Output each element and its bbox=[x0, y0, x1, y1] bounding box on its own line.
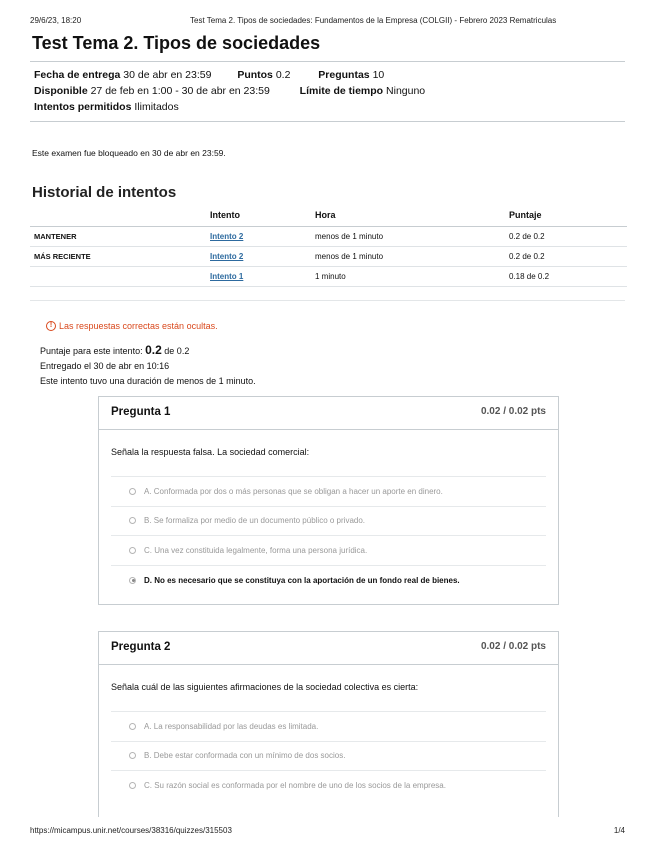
page-number: 1/4 bbox=[613, 826, 625, 835]
answer-text: C. Una vez constituida legalmente, forma una persona jurídica. bbox=[144, 545, 368, 555]
questions-value: 10 bbox=[372, 69, 385, 81]
title-divider bbox=[30, 61, 625, 62]
row-time: 1 minuto bbox=[311, 266, 505, 286]
history-header-attempt: Intento bbox=[206, 205, 311, 226]
score-suffix: de 0.2 bbox=[164, 346, 190, 356]
radio-icon bbox=[129, 488, 136, 495]
available-label: Disponible bbox=[34, 85, 88, 97]
print-doc-title: Test Tema 2. Tipos de sociedades: Fundamentos de la Empresa (COLGII) - Febrero 2023 Rematriculas bbox=[190, 16, 557, 25]
answer-text: D. No es necesario que se constituya con la aportación de un fondo real de bienes. bbox=[144, 575, 460, 585]
radio-selected-icon bbox=[129, 577, 136, 584]
answers-hidden-text: Las respuestas correctas están ocultas. bbox=[59, 321, 218, 331]
question-points: 0.02 / 0.02 pts bbox=[480, 406, 546, 417]
table-row bbox=[30, 226, 627, 246]
row-score: 0.18 de 0.2 bbox=[505, 266, 627, 286]
points-value: 0.2 bbox=[275, 69, 291, 81]
attempt-link[interactable]: Intento 2 bbox=[210, 231, 244, 241]
score-value: 0.2 bbox=[145, 343, 162, 357]
due-value: 30 de abr en 23:59 bbox=[123, 69, 212, 81]
answer-option[interactable] bbox=[111, 712, 546, 742]
history-header-label bbox=[30, 205, 206, 226]
attempts-label: Intentos permitidos bbox=[34, 101, 132, 113]
points-label: Puntos bbox=[237, 69, 273, 81]
history-title: Historial de intentos bbox=[32, 184, 177, 201]
attempt-link[interactable]: Intento 1 bbox=[210, 271, 244, 281]
attempt-duration: Este intento tuvo una duración de menos de 1 minuto. bbox=[40, 376, 256, 386]
answer-text: B. Debe estar conformada con un mínimo de dos socios. bbox=[144, 751, 346, 761]
available-value: 27 de feb en 1:00 - 30 de abr en 23:59 bbox=[90, 85, 270, 97]
answer-text: A. La responsabilidad por las deudas es limitada. bbox=[144, 721, 319, 731]
radio-icon bbox=[129, 782, 136, 789]
question-text: Señala la respuesta falsa. La sociedad comercial: bbox=[111, 447, 310, 457]
answer-option-selected[interactable] bbox=[111, 566, 546, 596]
answer-option[interactable] bbox=[111, 742, 546, 772]
attempts-value: Ilimitados bbox=[134, 101, 179, 113]
attempt-history-table bbox=[30, 205, 627, 287]
score-prefix: Puntaje para este intento: bbox=[40, 346, 143, 356]
row-label: MÁS RECIENTE bbox=[30, 246, 206, 266]
history-header-time: Hora bbox=[311, 205, 505, 226]
due-label: Fecha de entrega bbox=[34, 69, 121, 81]
question-card-2 bbox=[98, 631, 559, 817]
questions-label: Preguntas bbox=[318, 69, 370, 81]
quiz-meta-row-1 bbox=[34, 69, 384, 81]
answer-option[interactable] bbox=[111, 771, 546, 801]
attempt-score bbox=[40, 343, 189, 357]
locked-message: Este examen fue bloqueado en 30 de abr en 23:59. bbox=[32, 148, 226, 158]
history-header-score: Puntaje bbox=[505, 205, 627, 226]
question-title: Pregunta 2 bbox=[111, 641, 171, 653]
attempt-link[interactable]: Intento 2 bbox=[210, 251, 244, 261]
radio-icon bbox=[129, 547, 136, 554]
question-text: Señala cuál de las siguientes afirmaciones de la sociedad colectiva es cierta: bbox=[111, 682, 419, 692]
answer-option[interactable] bbox=[111, 477, 546, 507]
time-limit-value: Ninguno bbox=[386, 85, 426, 97]
answer-text: C. Su razón social es conformada por el nombre de uno de los socios de la empresa. bbox=[144, 781, 446, 791]
table-row bbox=[30, 246, 627, 266]
row-time: menos de 1 minuto bbox=[311, 226, 505, 246]
question-header bbox=[99, 397, 558, 430]
question-header bbox=[99, 632, 558, 665]
meta-divider bbox=[30, 121, 625, 122]
quiz-meta-row-2 bbox=[34, 85, 425, 97]
radio-icon bbox=[129, 517, 136, 524]
answer-text: A. Conformada por dos o más personas que se obligan a hacer un aporte en dinero. bbox=[144, 486, 443, 496]
radio-icon bbox=[129, 723, 136, 730]
history-divider bbox=[30, 300, 625, 301]
history-header-row bbox=[30, 205, 627, 226]
answer-text: B. Se formaliza por medio de un documento público o privado. bbox=[144, 516, 366, 526]
print-url: https://micampus.unir.net/courses/38316/quizzes/315503 bbox=[30, 826, 232, 835]
print-footer bbox=[30, 826, 625, 835]
time-limit-label: Límite de tiempo bbox=[299, 85, 384, 97]
row-label: MANTENER bbox=[30, 226, 206, 246]
radio-icon bbox=[129, 752, 136, 759]
question-points: 0.02 / 0.02 pts bbox=[480, 641, 546, 652]
table-row bbox=[30, 266, 627, 286]
row-score: 0.2 de 0.2 bbox=[505, 246, 627, 266]
row-label bbox=[30, 266, 206, 286]
attempt-submitted: Entregado el 30 de abr en 10:16 bbox=[40, 361, 170, 371]
answer-option[interactable] bbox=[111, 507, 546, 537]
quiz-meta-row-3 bbox=[34, 101, 179, 113]
answer-option[interactable] bbox=[111, 536, 546, 566]
question-card-1 bbox=[98, 396, 559, 605]
page-title: Test Tema 2. Tipos de sociedades bbox=[32, 33, 321, 53]
print-date: 29/6/23, 18:20 bbox=[30, 16, 82, 25]
question-title: Pregunta 1 bbox=[111, 406, 171, 418]
warning-icon: ! bbox=[46, 321, 56, 331]
answers-hidden-notice bbox=[46, 321, 218, 331]
row-score: 0.2 de 0.2 bbox=[505, 226, 627, 246]
print-header bbox=[30, 16, 625, 28]
row-time: menos de 1 minuto bbox=[311, 246, 505, 266]
